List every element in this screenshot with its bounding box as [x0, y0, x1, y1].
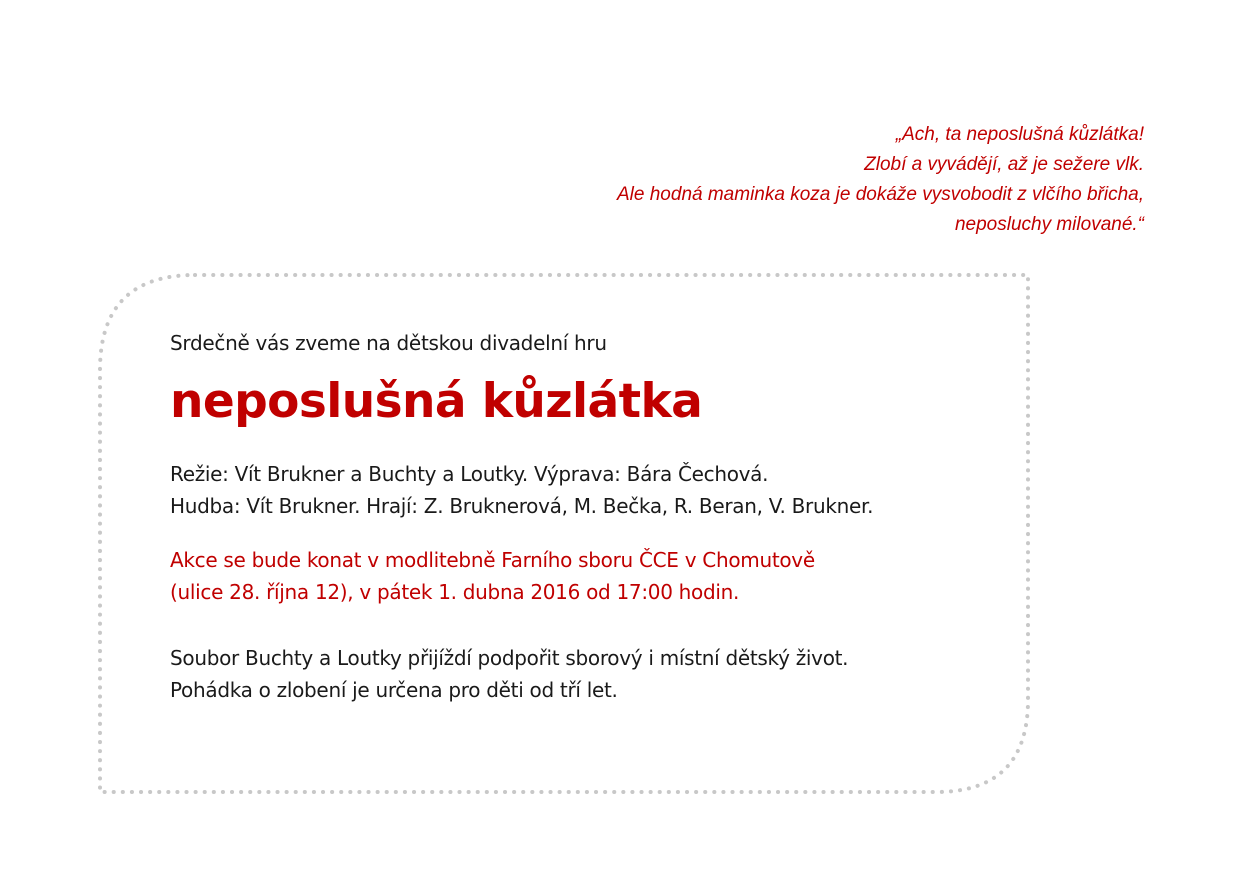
quote-line: „Ach, ta neposlušná kůzlátka!: [895, 124, 1144, 145]
event-details: [170, 544, 1010, 608]
event-line: Akce se bude konat v modlitebně Farního sboru ČCE v Chomutově: [170, 548, 815, 572]
quote-line: Ale hodná maminka koza je dokáže vysvobodit z vlčího břicha,: [617, 184, 1144, 205]
quote-line: neposluchy milované.“: [954, 214, 1144, 235]
credits-line: Režie: Vít Brukner a Buchty a Loutky. Výprava: Bára Čechová.: [170, 462, 769, 486]
play-title: neposlušná kůzlátka: [170, 374, 703, 429]
credits-line: Hudba: Vít Brukner. Hrají: Z. Bruknerová, M. Bečka, R. Beran, V. Brukner.: [170, 494, 874, 518]
invitation-body: [170, 326, 1010, 706]
about-block: [170, 642, 1010, 706]
invitation-intro: Srdečně vás zveme na dětskou divadelní hru: [170, 331, 607, 355]
about-line: Soubor Buchty a Loutky přijíždí podpořit sborový i místní dětský život.: [170, 646, 849, 670]
about-line: Pohádka o zlobení je určena pro děti od tří let.: [170, 678, 618, 702]
credits-block: [170, 458, 1010, 522]
quote-line: Zlobí a vyvádějí, až je sežere vlk.: [864, 154, 1144, 175]
event-line: (ulice 28. října 12), v pátek 1. dubna 2016 od 17:00 hodin.: [170, 580, 740, 604]
